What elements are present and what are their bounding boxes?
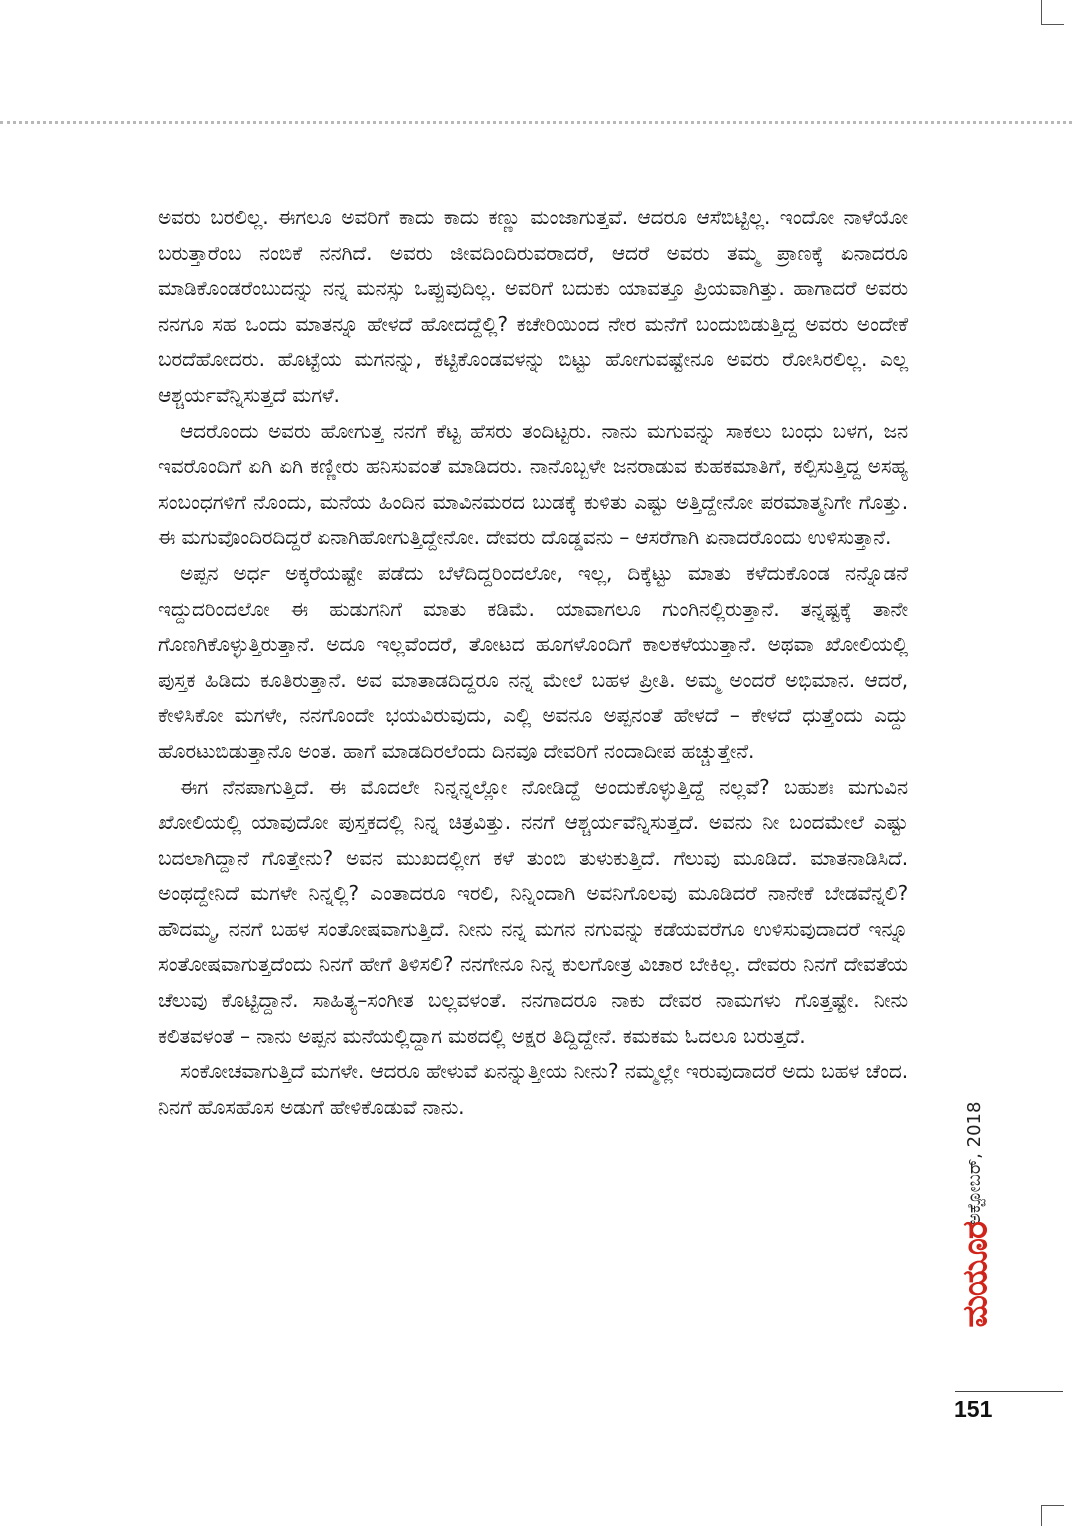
- page-number: 151: [954, 1396, 993, 1422]
- paragraph: ಸಂಕೋಚವಾಗುತ್ತಿದೆ ಮಗಳೇ. ಆದರೂ ಹೇಳುವೆ ಏನನ್ನುತ್ತೀಯ ನೀನು? ನಮ್ಮಲ್ಲೇ ಇರುವುದಾದರೆ ಅದು ಬಹಳ ಚೆಂದ. ನಿನಗೆ ಹೊಸಹೊಸ ಅಡುಗೆ ಹೇಳಿಕೊಡುವೆ ನಾನು.: [158, 1059, 908, 1119]
- paragraph: ಅಪ್ಪನ ಅರ್ಧ ಅಕ್ಕರೆಯಷ್ಟೇ ಪಡೆದು ಬೆಳೆದಿದ್ದರಿಂದಲೋ, ಇಲ್ಲ, ದಿಕ್ಕೆಟ್ಟು ಮಾತು ಕಳೆದುಕೊಂಡ ನನ್ನೊಡನೆ ಇದ್ದುದರಿಂದಲೋ ಈ ಹುಡುಗನಿಗೆ ಮಾತು ಕಡಿಮೆ. ಯಾವಾಗಲೂ ಗುಂಗಿನಲ್ಲಿರುತ್ತಾನೆ. ತನ್ನಷ್ಟಕ್ಕೆ ತಾನೇ ಗೊಣಗಿಕೊಳ್ಳುತ್ತಿರುತ್ತಾನೆ. ಅದೂ ಇಲ್ಲವೆಂದರೆ, ತೋಟದ ಹೂಗಳೊಂದಿಗೆ ಕಾಲಕಳೆಯುತ್ತಾನೆ. ಅಥವಾ ಖೋಲಿಯಲ್ಲಿ ಪುಸ್ತಕ ಹಿಡಿದು ಕೂತಿರುತ್ತಾನೆ. ಅವ ಮಾತಾಡದಿದ್ದರೂ ನನ್ನ ಮೇಲೆ ಬಹಳ ಪ್ರೀತಿ. ಅಮ್ಮ ಅಂದರೆ ಅಭಿಮಾನ. ಆದರೆ, ಕೇಳಿಸಿಕೋ ಮಗಳೇ, ನನಗೊಂದೇ ಭಯವಿರುವುದು, ಎಲ್ಲಿ ಅವನೂ ಅಪ್ಪನಂತೆ ಹೇಳದೆ – ಕೇಳದೆ ಧುತ್ತೆಂದು ಎದ್ದು ಹೊರಟುಬಿಡುತ್ತಾನೊ ಅಂತ. ಹಾಗೆ ಮಾಡದಿರಲೆಂದು ದಿನವೂ ದೇವರಿಗೆ ನಂದಾದೀಪ ಹಚ್ಚುತ್ತೇನೆ.: [158, 560, 908, 763]
- crop-mark-bottom: [1041, 1505, 1064, 1526]
- paragraph: ಅವರು ಬರಲಿಲ್ಲ. ಈಗಲೂ ಅವರಿಗೆ ಕಾದು ಕಾದು ಕಣ್ಣು ಮಂಜಾಗುತ್ತವೆ. ಆದರೂ ಆಸೆಬಿಟ್ಟಿಲ್ಲ. ಇಂದೋ ನಾಳೆಯೋ ಬರುತ್ತಾರೆಂಬ ನಂಬಿಕೆ ನನಗಿದೆ. ಅವರು ಜೀವದಿಂದಿರುವರಾದರೆ, ಆದರೆ ಅವರು ತಮ್ಮ ಪ್ರಾಣಕ್ಕೆ ಏನಾದರೂ ಮಾಡಿಕೊಂಡರೆಂಬುದನ್ನು ನನ್ನ ಮನಸ್ಸು ಒಪ್ಪುವುದಿಲ್ಲ. ಅವರಿಗೆ ಬದುಕು ಯಾವತ್ತೂ ಪ್ರಿಯವಾಗಿತ್ತು. ಹಾಗಾದರೆ ಅವರು ನನಗೂ ಸಹ ಒಂದು ಮಾತನ್ನೂ ಹೇಳದೆ ಹೋದದ್ದೆಲ್ಲಿ? ಕಚೇರಿಯಿಂದ ನೇರ ಮನೆಗೆ ಬಂದುಬಿಡುತ್ತಿದ್ದ ಅವರು ಅಂದೇಕೆ ಬರದೆಹೋದರು. ಹೊಟ್ಟೆಯ ಮಗನನ್ನು, ಕಟ್ಟಿಕೊಂಡವಳನ್ನು ಬಿಟ್ಟು ಹೋಗುವಷ್ಟೇನೂ ಅವರು ರೋಸಿರಲಿಲ್ಲ. ಎಲ್ಲ ಆಶ್ಚರ್ಯವೆನ್ನಿಸುತ್ತದೆ ಮಗಳೆ.: [158, 205, 908, 407]
- header-dotted-rule: [0, 121, 1072, 124]
- paragraph: ಆದರೊಂದು ಅವರು ಹೋಗುತ್ತ ನನಗೆ ಕೆಟ್ಟ ಹೆಸರು ತಂದಿಟ್ಟರು. ನಾನು ಮಗುವನ್ನು ಸಾಕಲು ಬಂಧು ಬಳಗ, ಜನ ಇವರೊಂದಿಗೆ ಏಗಿ ಏಗಿ ಕಣ್ಣೀರು ಹನಿಸುವಂತೆ ಮಾಡಿದರು. ನಾನೊಬ್ಬಳೇ ಜನರಾಡುವ ಕುಹಕಮಾತಿಗೆ, ಕಲ್ಪಿಸುತ್ತಿದ್ದ ಅಸಹ್ಯ ಸಂಬಂಧಗಳಿಗೆ ನೊಂದು, ಮನೆಯ ಹಿಂದಿನ ಮಾವಿನಮರದ ಬುಡಕ್ಕೆ ಕುಳಿತು ಎಷ್ಟು ಅತ್ತಿದ್ದೇನೋ ಪರಮಾತ್ಮನಿಗೇ ಗೊತ್ತು. ಈ ಮಗುವೊಂದಿರದಿದ್ದರೆ ಏನಾಗಿಹೋಗುತ್ತಿದ್ದೇನೋ. ದೇವರು ದೊಡ್ಡವನು – ಆಸರೆಗಾಗಿ ಏನಾದರೊಂದು ಉಳಿಸುತ್ತಾನೆ.: [158, 418, 908, 550]
- paragraph: ಈಗ ನೆನಪಾಗುತ್ತಿದೆ. ಈ ಮೊದಲೇ ನಿನ್ನನ್ನಲ್ಲೋ ನೋಡಿದ್ದೆ ಅಂದುಕೊಳ್ಳುತ್ತಿದ್ದೆ ನಲ್ಲವೆ? ಬಹುಶಃ ಮಗುವಿನ ಖೋಲಿಯಲ್ಲಿ ಯಾವುದೋ ಪುಸ್ತಕದಲ್ಲಿ ನಿನ್ನ ಚಿತ್ರವಿತ್ತು. ನನಗೆ ಆಶ್ಚರ್ಯವೆನ್ನಿಸುತ್ತದೆ. ಅವನು ನೀ ಬಂದಮೇಲೆ ಎಷ್ಟು ಬದಲಾಗಿದ್ದಾನೆ ಗೊತ್ತೇನು? ಅವನ ಮುಖದಲ್ಲೀಗ ಕಳೆ ತುಂಬಿ ತುಳುಕುತ್ತಿದೆ. ಗೆಲುವು ಮೂಡಿದೆ. ಮಾತನಾಡಿಸಿದೆ. ಅಂಥದ್ದೇನಿದೆ ಮಗಳೇ ನಿನ್ನಲ್ಲಿ? ಎಂತಾದರೂ ಇರಲಿ, ನಿನ್ನಿಂದಾಗಿ ಅವನಿಗೊಲವು ಮೂಡಿದರೆ ನಾನೇಕೆ ಬೇಡವೆನ್ನಲಿ? ಹೌದಮ್ಮ, ನನಗೆ ಬಹಳ ಸಂತೋಷವಾಗುತ್ತಿದೆ. ನೀನು ನನ್ನ ಮಗನ ನಗುವನ್ನು ಕಡೆಯವರೆಗೂ ಉಳಿಸುವುದಾದರೆ ಇನ್ನೂ ಸಂತೋಷವಾಗುತ್ತದೆಂದು ನಿನಗೆ ಹೇಗೆ ತಿಳಿಸಲಿ? ನನಗೇನೂ ನಿನ್ನ ಕುಲಗೋತ್ರ ವಿಚಾರ ಬೇಕಿಲ್ಲ. ದೇವರು ನಿನಗೆ ದೇವತೆಯ ಚೆಲುವು ಕೊಟ್ಟಿದ್ದಾನೆ. ಸಾಹಿತ್ಯ–ಸಂಗೀತ ಬಲ್ಲವಳಂತೆ. ನನಗಾದರೂ ನಾಕು ದೇವರ ನಾಮಗಳು ಗೊತ್ತಷ್ಟೇ. ನೀನು ಕಲಿತವಳಂತೆ – ನಾನು ಅಪ್ಪನ ಮನೆಯಲ್ಲಿದ್ದಾಗ ಮಠದಲ್ಲಿ ಅಕ್ಷರ ತಿದ್ದಿದ್ದೇನೆ. ಕಮಕಮ ಓದಲೂ ಬರುತ್ತದೆ.: [158, 774, 908, 1048]
- magazine-logo: ಮಯೂರ: [955, 1222, 996, 1328]
- running-sidebar: [950, 1080, 1000, 1380]
- crop-mark-top: [1041, 0, 1064, 25]
- article-body: [158, 200, 908, 1125]
- footer-rule: [955, 1391, 1063, 1392]
- issue-date: ಅಕ್ಟೋಬರ್, 2018: [964, 1101, 985, 1225]
